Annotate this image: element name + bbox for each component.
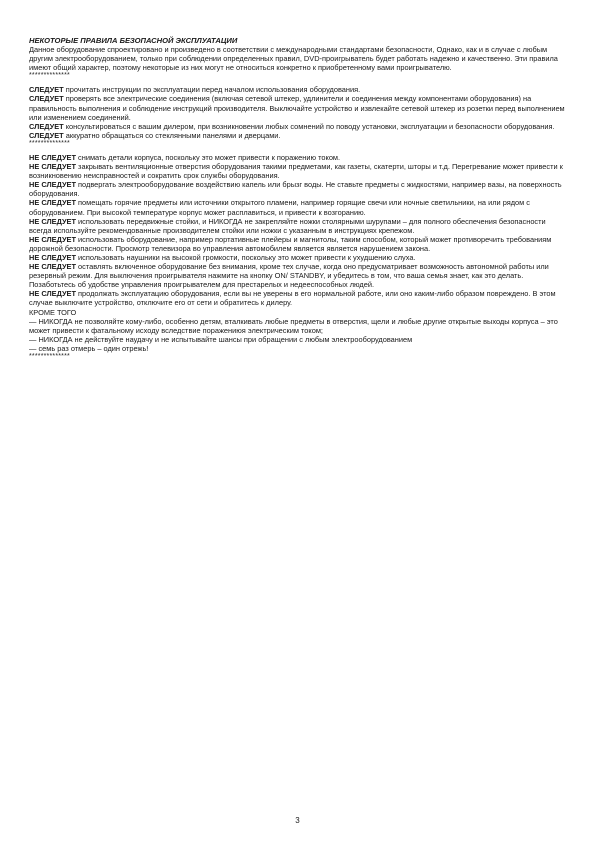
should-not-keyword: НЕ СЛЕДУЕТ (29, 162, 76, 172)
should-not-text: использовать передвижные стойки, и НИКОГДА не закрепляйте ножки столярными шурупами – для полного обеспечения безопасности всегда используйте рекомендованные производителем стойки или ножки с указанным в инструкциях крепежом. (29, 216, 546, 235)
should-not-item (29, 180, 567, 198)
page-number: 3 (295, 816, 300, 825)
should-text: прочитать инструкции по эксплуатации перед началом использования оборудования. (63, 85, 361, 95)
should-keyword: СЛЕДУЕТ (29, 130, 64, 140)
should-not-item (29, 162, 567, 180)
should-not-text: помещать горячие предметы или источники открытого пламени, например горящие свечи или ночные светильники, на или рядом с оборудованием. При высокой температуре корпус может расплавиться, и привести к возгоранию. (29, 198, 530, 217)
should-item (29, 131, 567, 140)
should-not-text: снимать детали корпуса, поскольку это может привести к поражению током. (76, 152, 341, 162)
should-item (29, 122, 567, 131)
should-not-item (29, 198, 567, 216)
should-not-keyword: НЕ СЛЕДУЕТ (29, 252, 76, 262)
should-item (29, 94, 567, 121)
should-not-keyword: НЕ СЛЕДУЕТ (29, 180, 76, 190)
should-not-keyword: НЕ СЛЕДУЕТ (29, 289, 76, 299)
separator: ************** (29, 353, 70, 360)
separator: ************** (29, 139, 70, 147)
should-not-item (29, 253, 567, 262)
should-not-keyword: НЕ СЛЕДУЕТ (29, 262, 76, 272)
should-keyword: СЛЕДУЕТ (29, 94, 64, 104)
should-not-text: оставлять включенное оборудование без внимания, кроме тех случае, когда оно предусматривает возможность автономной работы или резервный режим. Для выключения проигрывателя нажмите на кнопку ON/ STANDBY, и убедитесь в том, что ваша семья знает, как это делать. Позаботьтесь об удобстве управления проигрывателем для престарелых и недееспособных людей. (29, 262, 549, 290)
besides-heading: КРОМЕ ТОГО (29, 307, 77, 317)
should-text: проверять все электрические соединения (включая сетевой штекер, удлинители и соединения между компонентами оборудования) на правильность выполнения и соблюдение инструкций производителя. Выключайте устройство и извлекайте сетевой штекер из розетки перед выполнением или изменением соединений. (29, 94, 565, 122)
should-not-keyword: НЕ СЛЕДУЕТ (29, 216, 76, 226)
should-not-item (29, 153, 567, 162)
should-keyword: СЛЕДУЕТ (29, 85, 64, 95)
besides-item: — НИКОГДА не действуйте наудачу и не испытывайте шансы при обращении с любым электрооборудованием (29, 334, 413, 344)
should-not-text: закрывать вентиляционные отверстия оборудования такими предметами, как газеты, скатерти, шторы и т.д. Перегревание может привести к возникновению неисправностей и сократить срок службы оборудования. (29, 162, 563, 181)
page-title: НЕКОТОРЫЕ ПРАВИЛА БЕЗОПАСНОЙ ЭКСПЛУАТАЦИИ (29, 36, 238, 45)
intro-paragraph: Данное оборудование спроектировано и произведено в соответствии с международными стандартами безопасности, Однако, как и в случае с любым другим электрооборудованием, только при соблюдении определенных правил, DVD-проигрыватель будет работать надежно и качественно. Эти правила имеют общий характер, поэтому некоторые из них могут не относиться конкретно к приобретенному вами проигрывателю. (29, 45, 558, 73)
should-not-keyword: НЕ СЛЕДУЕТ (29, 234, 76, 244)
besides-item: — семь раз отмерь – один отрежь! (29, 343, 149, 353)
should-text: консультироваться с вашим дилером, при возникновении любых сомнений по поводу установки, эксплуатации и безопасности оборудования. (63, 121, 555, 131)
should-not-keyword: НЕ СЛЕДУЕТ (29, 198, 76, 208)
should-not-item (29, 235, 567, 253)
should-item (29, 85, 567, 94)
separator: ************** (29, 72, 70, 80)
document-page (29, 36, 567, 360)
should-not-text: продолжать эксплуатацию оборудования, если вы не уверены в его нормальной работе, или оно каким-либо образом повреждено. В этом случае выключите устройство, отключите его от сети и обратитесь к дилеру. (29, 289, 556, 308)
should-not-item (29, 289, 567, 307)
should-not-item (29, 262, 567, 289)
should-keyword: СЛЕДУЕТ (29, 121, 64, 131)
should-not-text: использовать наушники на высокой громкости, поскольку это может привести к ухудшению слуха. (76, 252, 416, 262)
should-not-text: использовать оборудование, например портативные плейеры и магнитолы, таким способом, который может противоречить требованиям дорожной безопасности. Просмотр телевизора во управления автомобилем является является нарушением закона. (29, 234, 552, 253)
should-not-list (29, 153, 567, 308)
should-not-text: подвергать электрооборудование воздействию капель или брызг воды. Не ставьте предметы с жидкостями, например вазы, на поверхность оборудования. (29, 180, 562, 199)
should-not-keyword: НЕ СЛЕДУЕТ (29, 152, 76, 162)
should-list (29, 85, 567, 140)
should-not-item (29, 217, 567, 235)
besides-item: — НИКОГДА не позволяйте кому-либо, особенно детям, вталкивать любые предметы в отверстия, щели и любые другие открытые выходы корпуса – это может привести к фатальному исходу вследствие поражениюя электрическим током; (29, 316, 558, 335)
should-text: аккуратно обращаться со стеклянными панелями и дверцами. (63, 130, 281, 140)
